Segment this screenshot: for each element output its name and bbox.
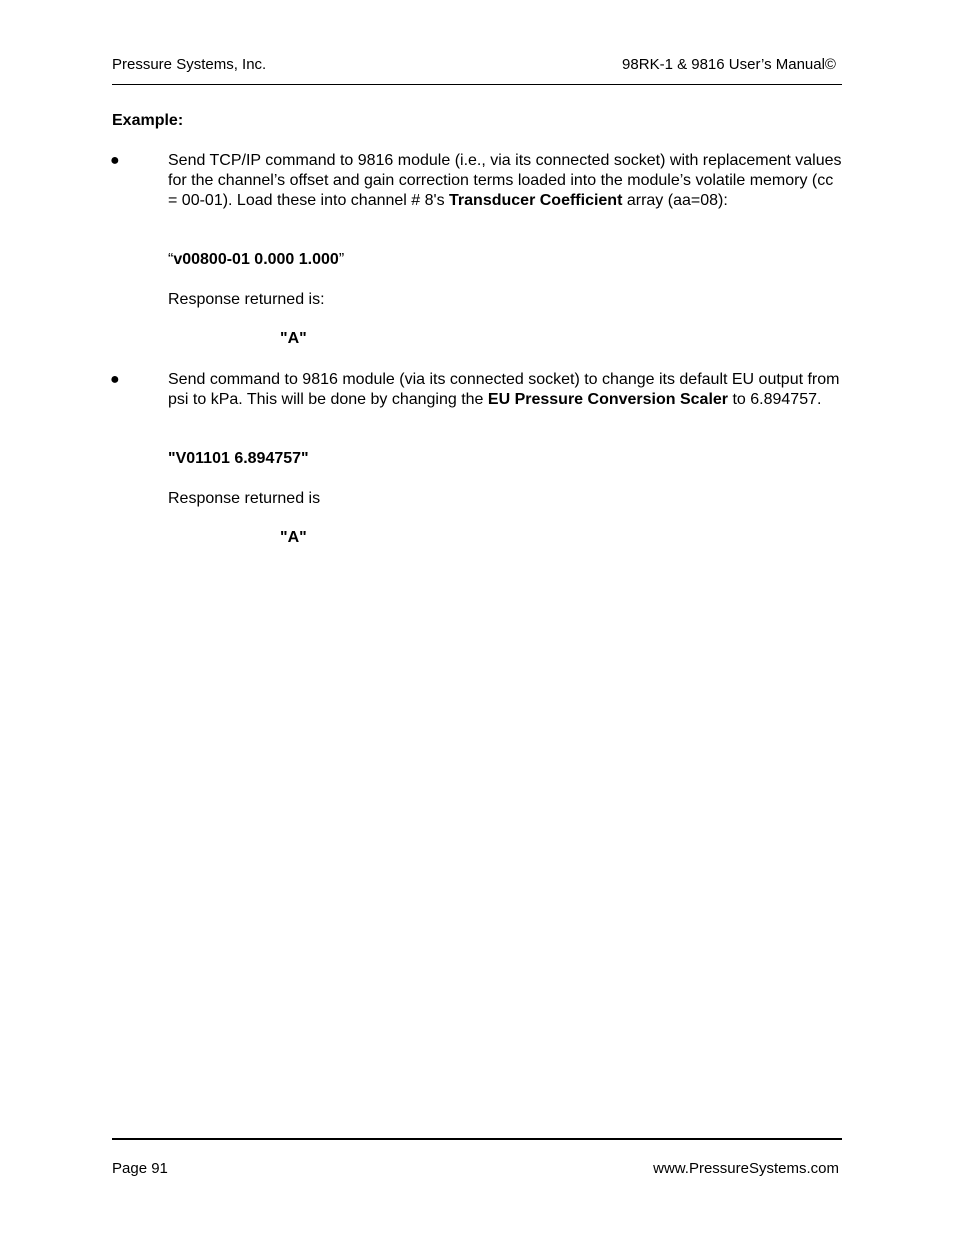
item2-response-value: "A" — [280, 529, 307, 546]
item1-text-b: array (aa=08): — [622, 192, 728, 209]
item2-text-b: to 6.894757. — [728, 391, 822, 408]
footer-divider — [112, 1138, 842, 1140]
bullet-icon: ● — [110, 152, 120, 169]
item2-command: "V01101 6.894757" — [168, 450, 309, 467]
header-divider — [112, 84, 842, 85]
page-number: Page 91 — [112, 1160, 168, 1177]
item1-command-line — [168, 250, 344, 270]
footer-website: www.PressureSystems.com — [653, 1160, 839, 1177]
example-heading: Example: — [112, 112, 184, 129]
item2-paragraph — [168, 370, 842, 410]
item1-response-label: Response returned is: — [168, 291, 325, 308]
item1-paragraph — [168, 151, 842, 211]
bullet-icon: ● — [110, 371, 120, 388]
item1-text-a: Send TCP/IP command to 9816 module (i.e., via its connected socket) with replacement values for the channel’s offset and gain correction terms loaded into the module’s volatile memory (cc = 00-01). Load these into channel # 8's — [168, 152, 842, 209]
item2-bold-term: EU Pressure Conversion Scaler — [487, 391, 729, 408]
header-manual-title: 98RK-1 & 9816 User’s Manual© — [622, 56, 836, 73]
item2-response-label: Response returned is — [168, 490, 321, 507]
item2-text-a: Send command to 9816 module (via its connected socket) to change its default EU output from psi to kPa. This will be done by changing the — [168, 371, 840, 408]
header-company: Pressure Systems, Inc. — [112, 56, 267, 73]
item1-response-value: "A" — [280, 330, 307, 347]
item1-command: v00800-01 0.000 1.000 — [173, 251, 339, 268]
item1-close-quote: ” — [338, 251, 345, 268]
item1-bold-term: Transducer Coefficient — [449, 192, 623, 209]
item1-open-quote: “ — [168, 251, 174, 268]
